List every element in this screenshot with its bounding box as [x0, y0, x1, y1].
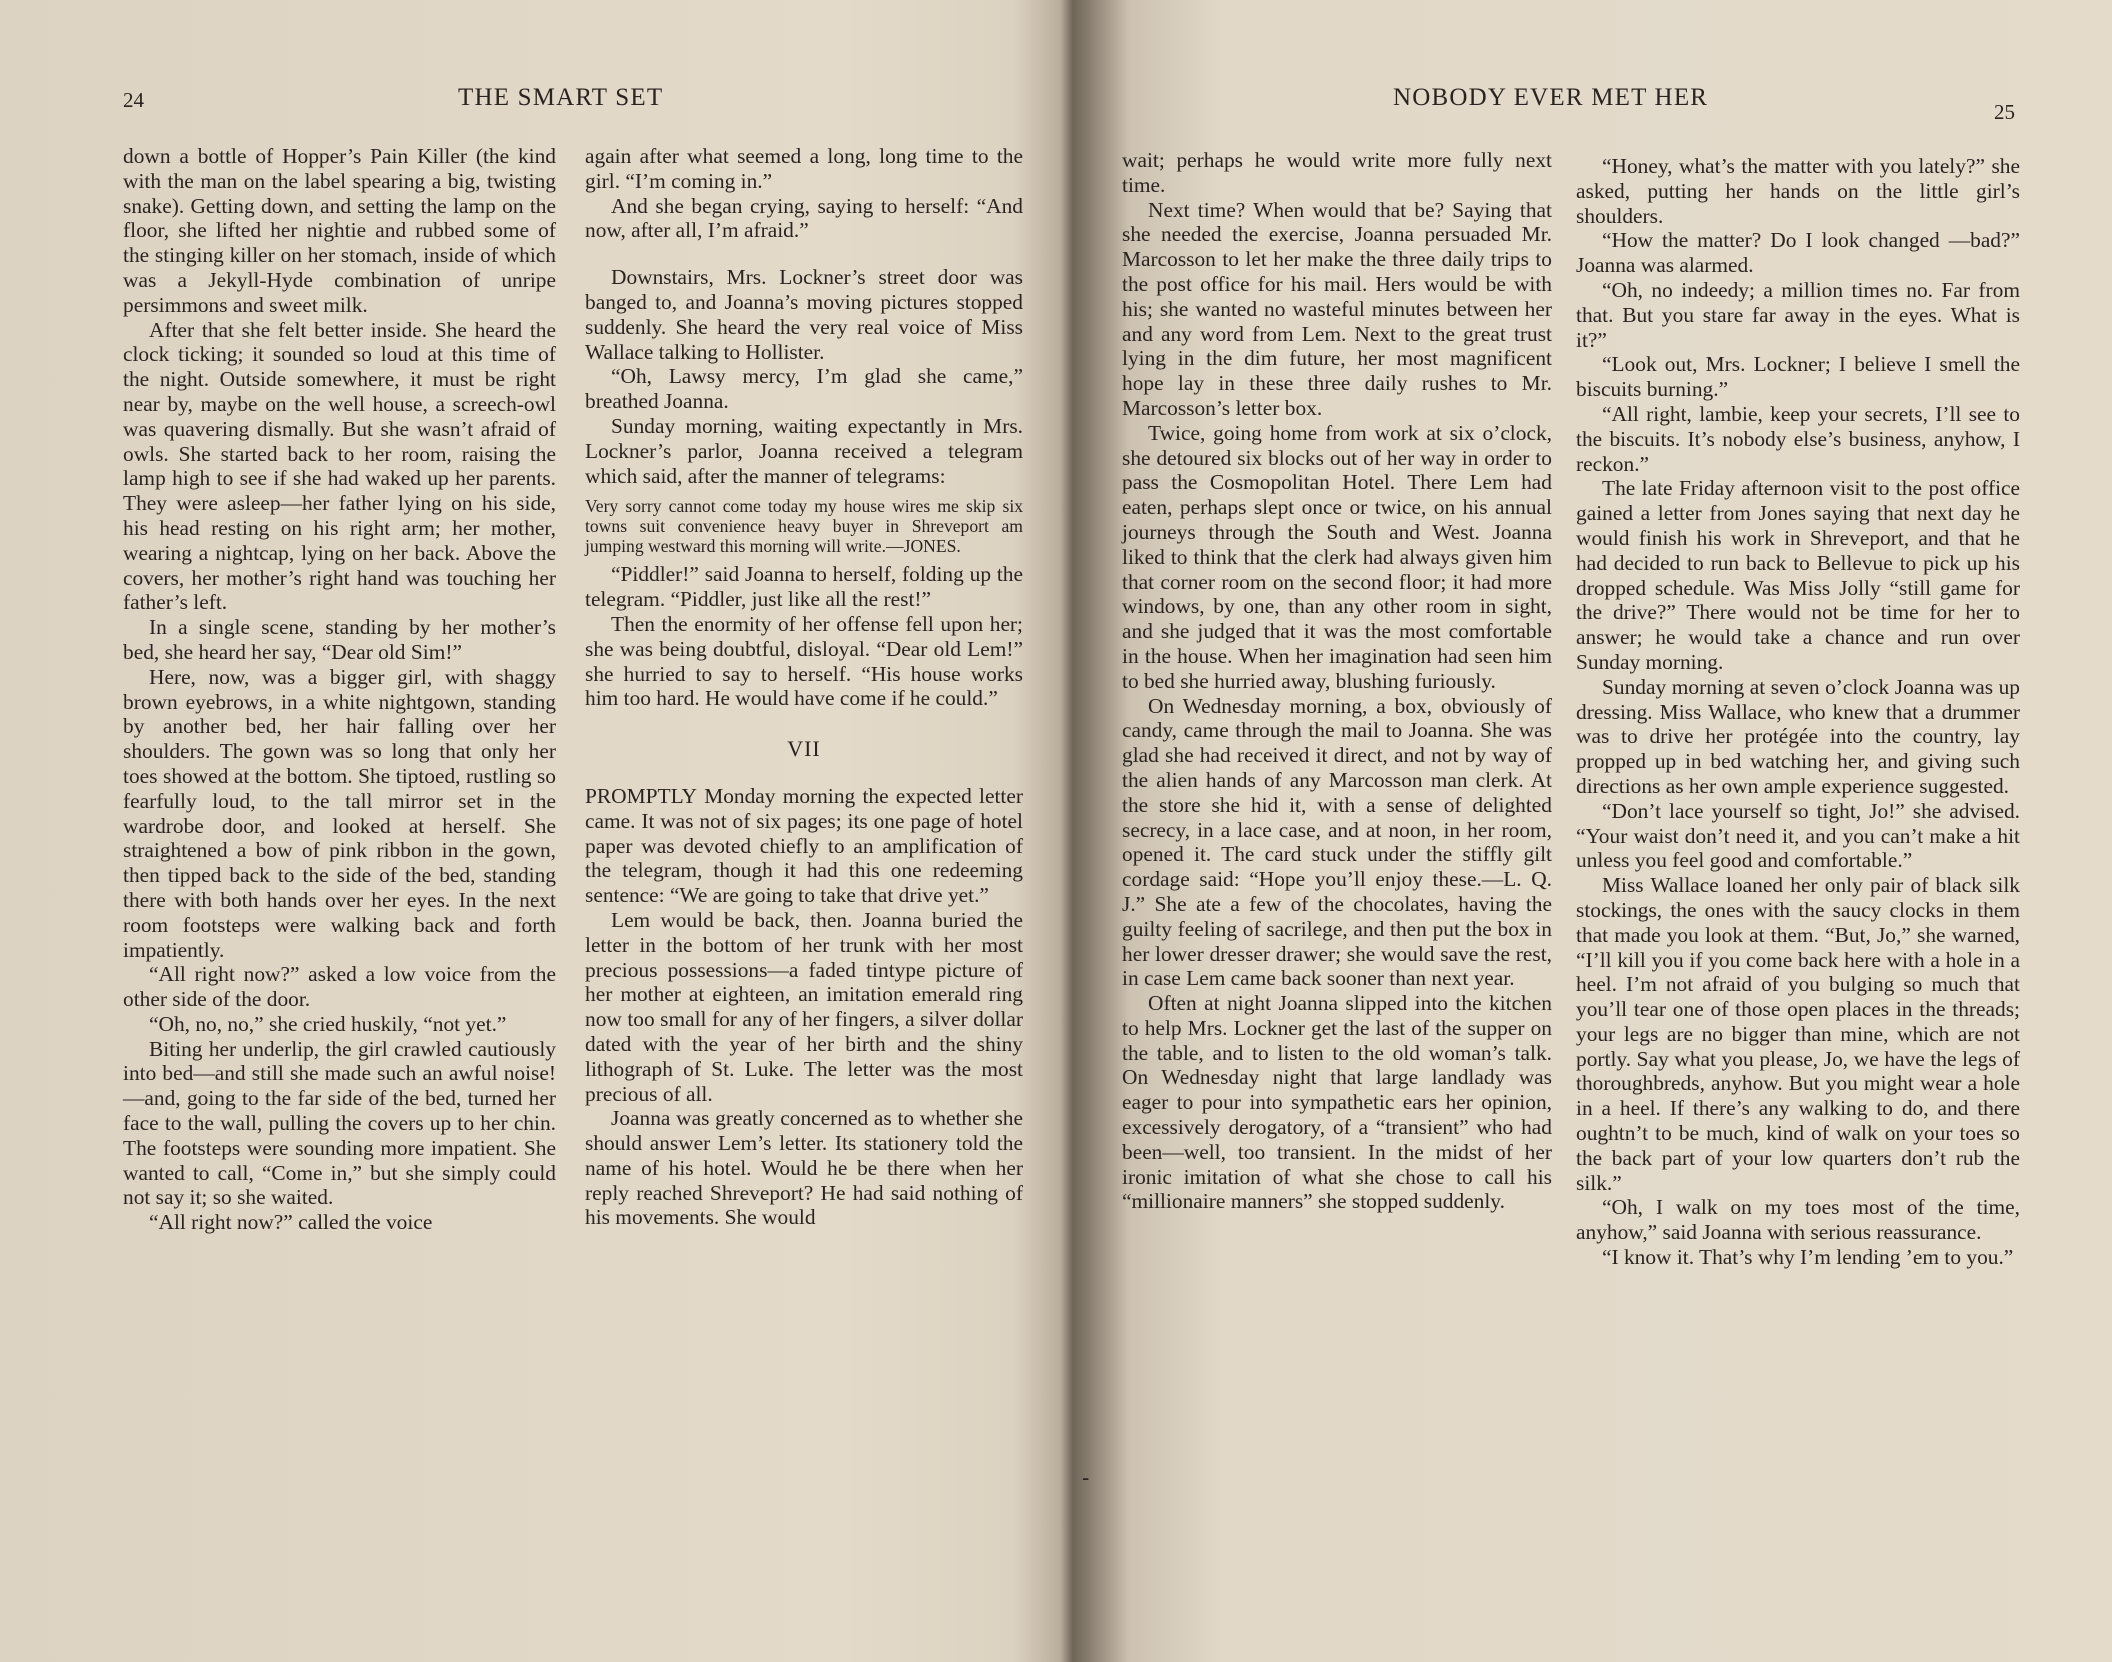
paragraph — [585, 414, 1023, 488]
paragraph — [585, 562, 1023, 612]
page-number: 25 — [1994, 100, 2015, 124]
left-column-2 — [585, 144, 1023, 1230]
running-head: NOBODY EVER MET HER — [1393, 84, 1709, 111]
paragraph-text: The late Friday afternoon visit to the post office gained a letter from Jones saying that next day he would finish his work in Shreveport, and that he had decided to run back to Bellevue to pick up his dropped schedule. Was Miss Jolly “still game for the drive?” There would not be time for her to answer; he would take a chance and run over Sunday morning. — [1576, 476, 2020, 674]
paragraph-group-a — [585, 144, 1023, 488]
paragraph-group-b — [585, 562, 1023, 711]
paragraph-text: Monday morning the expected letter came. It was not of six pages; its one page of hotel paper was devoted chiefly to an amplification of the telegram, though it had this one redeeming sentence: “We are going to take that drive yet.” — [585, 783, 1023, 908]
paragraph — [1576, 1245, 2020, 1270]
paragraph-text: Here, now, was a bigger girl, with shaggy brown eyebrows, in a white nightgown, standing by another bed, her hair falling over her shoulders. The gown was so long that only her toes showed at the bottom. She tiptoed, rustling so fearfully loud, to the tall mirror set in the wardrobe door, and looked at herself. She straightened a bow of pink ribbon in the gown, then tipped back to the side of the bed, standing there with both hands over her eyes. In the next room footsteps were walking back and forth impatiently. — [123, 664, 556, 962]
right-column-1 — [1122, 148, 1552, 1214]
paragraph — [1576, 352, 2020, 402]
paragraph — [1576, 402, 2020, 476]
running-head: THE SMART SET — [458, 84, 664, 111]
paragraph-text: “Oh, Lawsy mercy, I’m glad she came,” breathed Joanna. — [585, 364, 1023, 414]
paragraph-text: “All right now?” asked a low voice from the other side of the door. — [123, 962, 556, 1012]
paragraph — [1576, 278, 2020, 352]
paragraph-text: down a bottle of Hopper’s Pain Killer (the kind with the man on the label spearing a big, twisting snake). Getting down, and setting the lamp on the floor, she lifted her nightie and rubbed some of the stinging killer on her stomach, inside of which was a Jekyll-Hyde combination of unripe persimmons and sweet milk. — [123, 144, 556, 317]
paragraph-text: “Look out, Mrs. Lockner; I believe I smell the biscuits burning.” — [1576, 352, 2020, 402]
telegram-text: Very sorry cannot come today my house wires me skip six towns suit convenience heavy buyer in Shreveport am jumping westward this morning will write.—JONES. — [585, 496, 1023, 557]
paragraph — [123, 665, 556, 963]
paragraph — [1576, 228, 2020, 278]
paragraph-text: again after what seemed a long, long time to the girl. “I’m coming in.” — [585, 144, 1023, 193]
paragraph-text: Biting her underlip, the girl crawled cautiously into bed—and still she made such an awful noise!—and, going to the far side of the bed, turned her face to the wall, pulling the covers up to her chin. The footsteps were sounding more impatient. She wanted to call, “Come in,” but she simply could not say it; so she waited. — [123, 1036, 556, 1210]
chapter-heading: VII — [787, 736, 821, 762]
paragraph — [1576, 873, 2020, 1195]
paragraph-text: In a single scene, standing by her mother’s bed, she heard her say, “Dear old Sim!” — [123, 615, 556, 664]
paragraph — [585, 144, 1023, 194]
paragraph-text: “Oh, no, no,” she cried huskily, “not yet.” — [149, 1011, 507, 1036]
paragraph-text: Lem would be back, then. Joanna buried the letter in the bottom of her trunk with her most precious possessions—a faded tintype picture of her mother at eighteen, an imitation emerald ring now too small for any of her fingers, a silver dollar dated with the year of her birth and the shiny lithograph of St. Luke. The letter was the most precious of all. — [585, 907, 1023, 1106]
paragraph — [123, 1210, 556, 1235]
paragraph-text: wait; perhaps he would write more fully next time. — [1122, 148, 1552, 197]
left-page — [0, 0, 1050, 1662]
paragraph — [585, 265, 1023, 364]
paragraph-text: “All right now?” called the voice — [149, 1210, 433, 1235]
paragraph — [1122, 198, 1552, 421]
paragraph-text: Often at night Joanna slipped into the kitchen to help Mrs. Lockner get the last of the supper on the table, and to listen to the old woman’s talk. On Wednesday night that large landlady was eager to pour into sympathetic ears her opinion, excessively derogatory, of a “transient” who had been—well, too transient. In the midst of her ironic imitation of what she chose to call his “millionaire manners” she stopped suddenly. — [1122, 991, 1552, 1214]
paragraph — [585, 908, 1023, 1106]
paragraph-text: Sunday morning, waiting expectantly in Mrs. Lockner’s parlor, Joanna received a telegram which said, after the manner of telegrams: — [585, 413, 1023, 488]
paragraph — [1122, 991, 1552, 1214]
paragraph-text: Joanna was greatly concerned as to whether she should answer Lem’s letter. Its stationery told the name of his hotel. Would he be there when her reply reached Shreveport? He had said nothing of his movements. She would — [585, 1106, 1023, 1230]
paragraph-group-c — [585, 784, 1023, 1230]
right-column-2 — [1576, 154, 2020, 1270]
paragraph — [1576, 1195, 2020, 1245]
paragraph — [123, 962, 556, 1012]
paragraph-text: “Oh, no indeedy; a million times no. Far from that. But you stare far away in the eyes. What is it?” — [1576, 277, 2020, 352]
paragraph — [123, 1037, 556, 1211]
paragraph — [1576, 799, 2020, 873]
paragraph — [585, 1106, 1023, 1230]
paragraph-text: “Don’t lace yourself so tight, Jo!” she advised. “Your waist don’t need it, and you can’t make a hit unless you feel good and comfortable.” — [1576, 798, 2020, 873]
page-number: 24 — [123, 88, 144, 112]
paragraph — [123, 144, 556, 318]
paragraph-text: Miss Wallace loaned her only pair of black silk stockings, the ones with the saucy clocks in them that made you look at them. “But, Jo,” she warned, “I’ll kill you if you come back here with a hole in a heel. I’m not afraid of you bulging so much that you’ll tear one of those open places in the threads; your legs are no bigger than mine, which are not portly. Say what you please, Jo, we have the legs of thoroughbreds, anyhow. But you might wear a hole in a heel. If there’s any walking to do, and there oughtn’t to be much, kind of walk on your toes so the back part of your low quarters don’t rub the silk.” — [1576, 873, 2020, 1195]
margin-mark: - — [1082, 1466, 1090, 1491]
paragraph-text: “Honey, what’s the matter with you lately?” she asked, putting her hands on the little girl’s shoulders. — [1576, 154, 2020, 228]
paragraph — [585, 784, 1023, 908]
left-column-1 — [123, 144, 556, 1235]
paragraph — [585, 194, 1023, 244]
paragraph — [1122, 421, 1552, 694]
paragraph-text: Then the enormity of her offense fell upon her; she was being doubtful, disloyal. “Dear old Lem!” she hurried to say to herself. “His house works him too hard. He would have come if he could.” — [585, 611, 1023, 711]
paragraph — [123, 615, 556, 665]
paragraph — [585, 364, 1023, 414]
chapter-lead-word: PROMPTLY — [585, 783, 697, 808]
paragraph — [123, 1012, 556, 1037]
paragraph-text: Next time? When would that be? Saying that she needed the exercise, Joanna persuaded Mr. Marcosson to let her make the three daily trips to the post office for his mail. Hers would be with his; she wanted no wasteful minutes between her and any word from Lem. Next to the great trust lying in the dim future, her most magnificent hope lay in these three daily rushes to Mr. Marcosson’s letter box. — [1122, 197, 1552, 420]
paragraph — [1576, 154, 2020, 228]
paragraph-text: Downstairs, Mrs. Lockner’s street door was banged to, and Joanna’s moving pictures stopped suddenly. She heard the very real voice of Miss Wallace talking to Hollister. — [585, 265, 1023, 364]
paragraph-text: “All right, lambie, keep your secrets, I’ll see to the biscuits. It’s nobody else’s business, anyhow, I reckon.” — [1576, 401, 2020, 476]
paragraph — [585, 612, 1023, 711]
paragraph-text: “How the matter? Do I look changed —bad?” Joanna was alarmed. — [1576, 228, 2020, 278]
paragraph-text: Twice, going home from work at six o’clock, she detoured six blocks out of her way in order to pass the Cosmopolitan Hotel. There Lem had eaten, perhaps slept once or twice, on his annual journeys through the South and West. Joanna liked to think that the clerk had always given him that corner room on the second floor; it had more windows, by one, than any other room in sight, and she judged that it was the most comfortable in the house. When her imagination had seen him to bed she hurried away, blushing furiously. — [1122, 420, 1552, 693]
paragraph-text: And she began crying, saying to herself: “And now, after all, I’m afraid.” — [585, 193, 1023, 243]
paragraph-text: On Wednesday morning, a box, obviously of candy, came through the mail to Joanna. She was glad she had received it direct, and not by way of the alien hands of any Marcosson man clerk. At the store she hid it, with a sense of delighted secrecy, in a lace case, and at noon, in her room, opened it. The card stuck under the stiffly gilt cordage said: “Hope you’ll enjoy these.—L. Q. J.” She ate a few of the chocolates, having the guilty feeling of sacrilege, and then put the box in her lower dresser drawer; she would save the rest, in case Lem came back sooner than next year. — [1122, 693, 1552, 991]
paragraph — [1576, 476, 2020, 674]
paragraph-text: “I know it. That’s why I’m lending ’em to you.” — [1602, 1245, 2014, 1270]
paragraph — [123, 318, 556, 616]
paragraph-text: Sunday morning at seven o’clock Joanna was up dressing. Miss Wallace, who knew that a drummer was to drive her protégée into the country, lay propped up in bed watching her, and giving such directions as her own ample experience suggested. — [1576, 674, 2020, 798]
paragraph-text: “Oh, I walk on my toes most of the time, anyhow,” said Joanna with serious reassurance. — [1576, 1195, 2020, 1245]
paragraph — [1122, 148, 1552, 198]
right-page — [1060, 0, 2112, 1662]
paragraph-text: “Piddler!” said Joanna to herself, folding up the telegram. “Piddler, just like all the rest!” — [585, 562, 1023, 612]
paragraph — [1576, 675, 2020, 799]
paragraph — [1122, 694, 1552, 992]
paragraph-text: After that she felt better inside. She heard the clock ticking; it sounded so loud at this time of the night. Outside somewhere, it must be right near by, maybe on the well house, a screech-owl was quavering dismally. But she wasn’t afraid of owls. She started back to her room, raising the lamp high to see if she had waked up her parents. They were asleep—her father lying on his side, his head resting on his right arm; her mother, wearing a nightcap, lying on her back. Above the covers, her mother’s right hand was touching her father’s left. — [123, 317, 556, 615]
